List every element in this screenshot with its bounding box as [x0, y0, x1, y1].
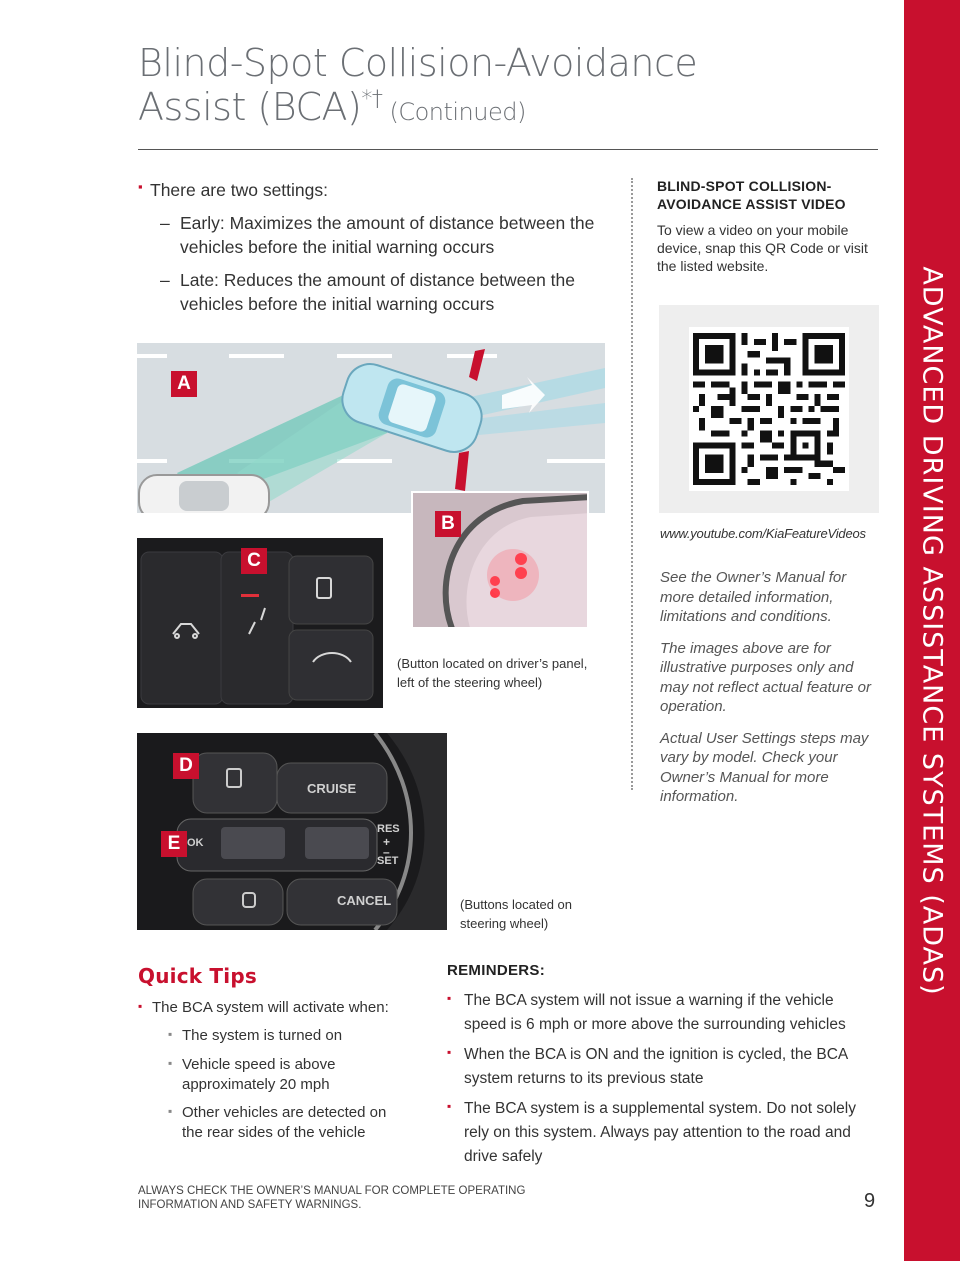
video-url-link[interactable]: www.youtube.com/KiaFeatureVideos	[660, 526, 866, 541]
settings-late-text: Late: Reduces the amount of distance between the vehicles before the initial warning occurs	[180, 269, 575, 314]
minus-label: –	[383, 845, 390, 859]
badge-b: B	[435, 511, 461, 537]
qr-panel	[659, 305, 879, 513]
page-title	[138, 42, 697, 129]
caption-steering-wheel: (Buttons located on steering wheel)	[460, 897, 573, 931]
title-rule	[138, 149, 878, 150]
quick-tip-item: ▪ Other vehicles are detected on the rear sides of the vehicle	[138, 1103, 408, 1144]
illustration-side-mirror	[411, 491, 589, 629]
page-number: 9	[864, 1190, 876, 1212]
footer-disclaimer: ALWAYS CHECK THE OWNER’S MANUAL FOR COMPLETE OPERATING INFORMATION AND SAFETY WARNINGS.	[138, 1185, 526, 1211]
section-sidebar	[904, 0, 960, 1261]
settings-intro: ▪ There are two settings:	[138, 178, 618, 203]
reminder-item: ▪ When the BCA is ON and the ignition is cycled, the BCA system returns to its previous state	[447, 1043, 867, 1091]
badge-d: D	[173, 753, 199, 779]
quick-tips	[138, 964, 408, 1152]
plus-label: +	[383, 835, 391, 849]
settings-late	[138, 268, 618, 317]
caption-driver-panel: (Button located on driver’s panel, left of the steering wheel)	[397, 656, 588, 690]
settings-early	[138, 211, 618, 260]
reminders-heading: REMINDERS:	[447, 962, 546, 979]
quick-tip-item: ▪ The system is turned on	[138, 1026, 408, 1046]
title-line-1: Blind-Spot Collision-Avoidance	[138, 41, 698, 85]
ok-label: OK	[187, 837, 204, 849]
reminders	[447, 962, 867, 1175]
cruise-button: CRUISE	[307, 781, 357, 796]
road-illustration-icon	[137, 343, 605, 513]
quick-tips-intro: ▪ The BCA system will activate when:	[138, 998, 408, 1018]
badge-a: A	[171, 371, 197, 397]
reminder-item: ▪ The BCA system is a supplemental system. Do not solely rely on this system. Always pay attention to the road and drive safely	[447, 1097, 867, 1169]
column-divider	[631, 178, 633, 790]
quick-tip-item: ▪ Vehicle speed is above approximately 20 mph	[138, 1055, 408, 1096]
settings-list	[138, 178, 618, 325]
title-line-2-text: Assist (BCA)	[138, 84, 362, 129]
video-section	[657, 178, 879, 276]
reminder-item: ▪ The BCA system will not issue a warning if the vehicle speed is 6 mph or more above the surrounding vehicles	[447, 989, 867, 1037]
badge-c: C	[241, 548, 267, 574]
res-label: RES	[377, 823, 400, 835]
notes	[660, 568, 882, 819]
illustration-road-blind-spot	[137, 343, 605, 513]
qr-code[interactable]	[689, 327, 849, 491]
note-2: The images above are for illustrative purposes only and may not reflect actual feature or operation.	[660, 639, 871, 715]
video-text: To view a video on your mobile device, snap this QR Code or visit the listed website.	[657, 222, 868, 275]
title-marks: *†	[361, 86, 383, 112]
note-3: Actual User Settings steps may vary by model. Check your Owner’s Manual for more information.	[660, 729, 869, 805]
set-label: SET	[377, 855, 399, 867]
settings-early-text: Early: Maximizes the amount of distance between the vehicles before the initial warning occurs	[180, 212, 595, 257]
title-line-2	[138, 86, 697, 130]
title-continued: (Continued)	[382, 97, 526, 126]
cancel-button: CANCEL	[337, 893, 392, 908]
photo-driver-panel-buttons	[137, 538, 383, 708]
photo-steering-wheel-buttons	[137, 733, 447, 930]
sidebar-text: ADVANCED DRIVING ASSISTANCE SYSTEMS (ADAS)	[916, 265, 948, 996]
quick-tips-heading: Quick Tips	[138, 964, 257, 988]
note-1: See the Owner’s Manual for more detailed information, limitations and conditions.	[660, 569, 847, 625]
dash-early: –	[160, 212, 170, 233]
video-heading: BLIND-SPOT COLLISION-AVOIDANCE ASSIST VIDEO	[657, 178, 846, 212]
qr-code-icon	[693, 331, 845, 487]
badge-e: E	[161, 831, 187, 857]
dash-late: –	[160, 269, 170, 290]
